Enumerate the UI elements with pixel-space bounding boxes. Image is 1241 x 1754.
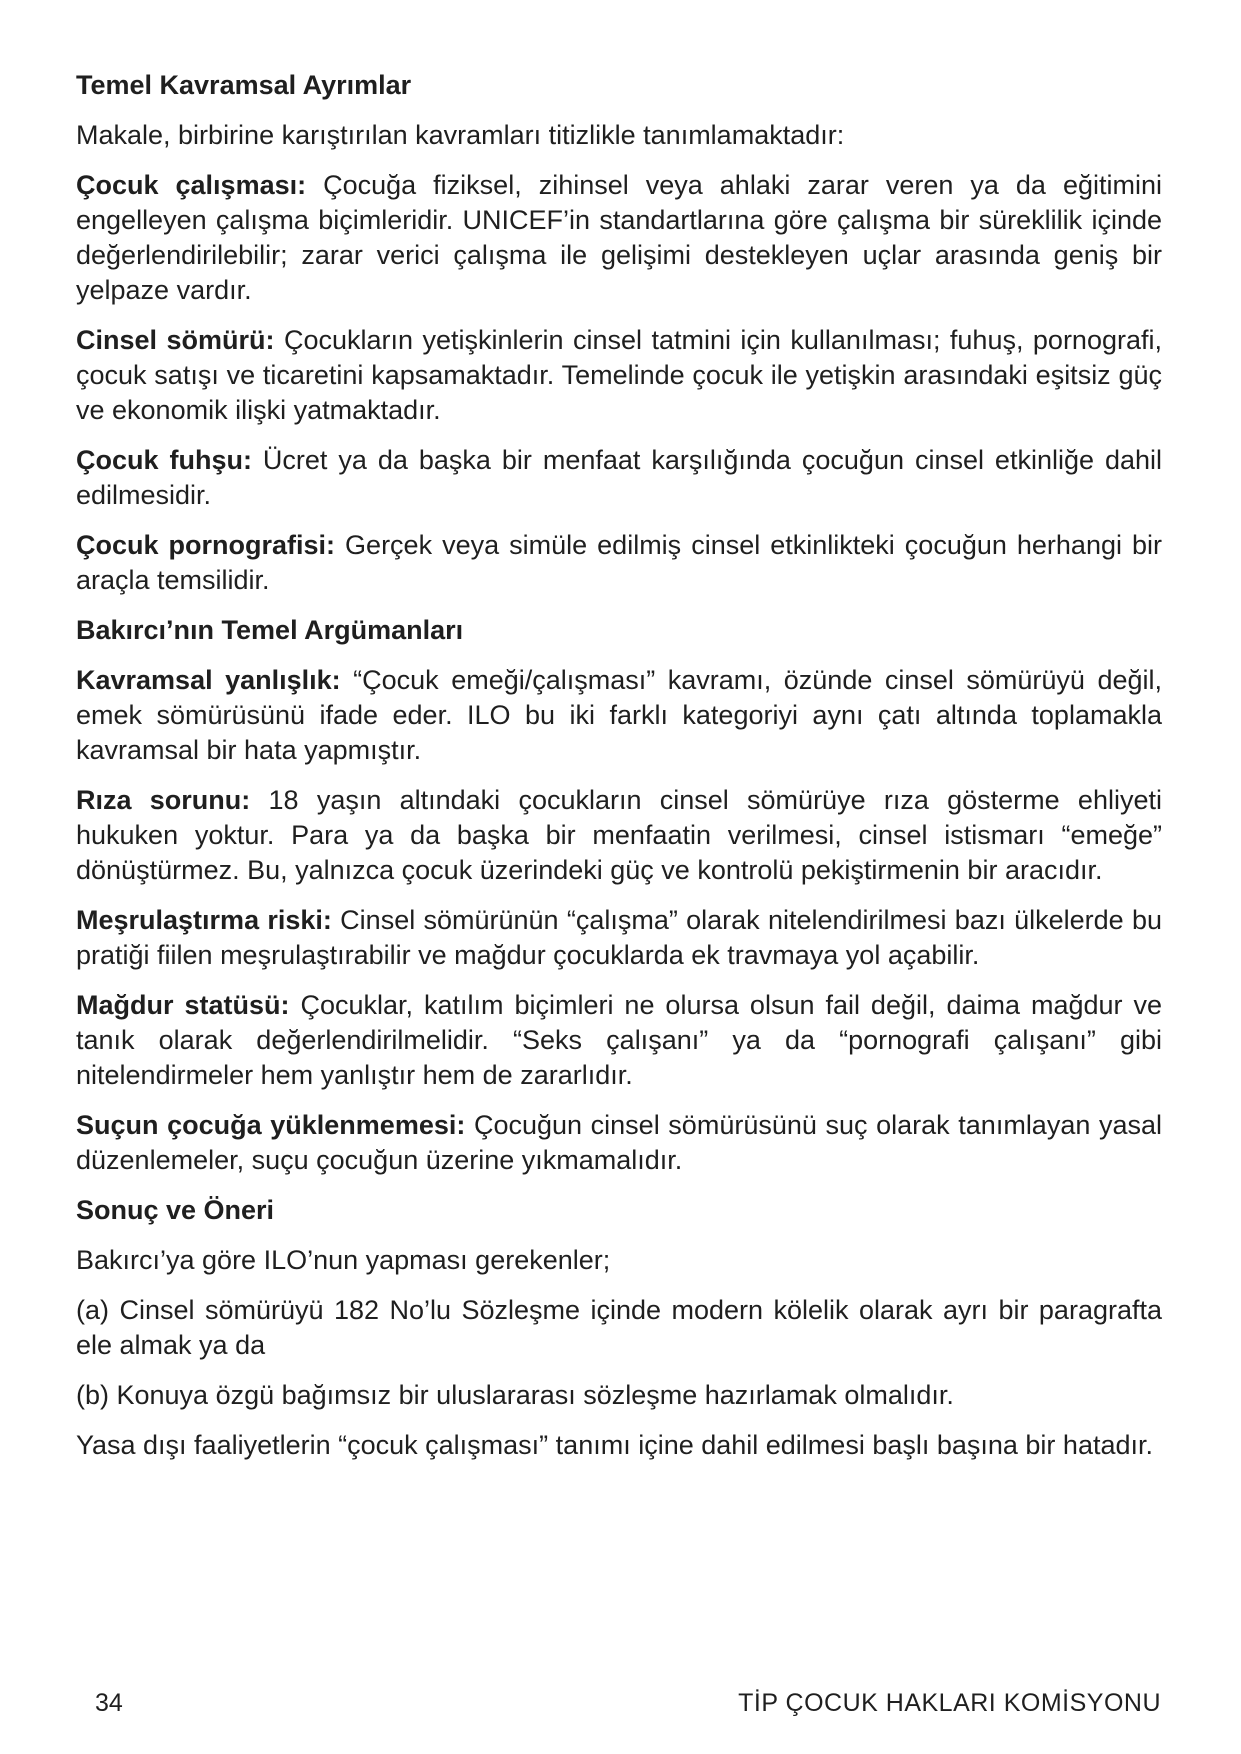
definition-text: Ücret ya da başka bir menfaat karşılığında çocuğun cinsel etkinliğe dahil edilmesidir. <box>76 445 1163 510</box>
definition-child-pornography <box>76 528 1162 598</box>
definition-term: Çocuk çalışması: <box>76 170 307 200</box>
argument-term: Kavramsal yanlışlık: <box>76 665 341 695</box>
definition-term: Cinsel sömürü: <box>76 325 275 355</box>
conclusion-option-a: (a) Cinsel sömürüyü 182 No’lu Sözleşme içinde modern kölelik olarak ayrı bir paragrafta ele almak ya da <box>76 1295 1162 1360</box>
argument-consent <box>76 783 1162 888</box>
document-body <box>76 68 1162 1478</box>
conclusion-option-b: (b) Konuya özgü bağımsız bir uluslararası sözleşme hazırlamak olmalıdır. <box>76 1380 954 1410</box>
conclusion-final: Yasa dışı faaliyetlerin “çocuk çalışması” tanımı içine dahil edilmesi başlı başına bir hatadır. <box>76 1430 1153 1460</box>
section-heading-concepts: Temel Kavramsal Ayrımlar <box>76 70 412 100</box>
argument-victim-status <box>76 988 1162 1093</box>
argument-term: Suçun çocuğa yüklenmemesi: <box>76 1110 466 1140</box>
argument-legitimization <box>76 903 1162 973</box>
section-heading-arguments: Bakırcı’nın Temel Argümanları <box>76 615 464 645</box>
definition-term: Çocuk fuhşu: <box>76 445 252 475</box>
argument-text: Çocuklar, katılım biçimleri ne olursa olsun fail değil, daima mağdur ve tanık olarak değerlendirilmelidir. “Seks çalışanı” ya da “pornografi çalışanı” gibi nitelendirmeler hem yanlıştır hem de zararlıdır. <box>76 990 1162 1090</box>
argument-text: Cinsel sömürünün “çalışma” olarak nitelendirilmesi bazı ülkelerde bu pratiği fiilen meşrulaştırabilir ve mağdur çocuklarda ek travmaya yol açabilir. <box>76 905 1162 970</box>
argument-term: Mağdur statüsü: <box>76 990 290 1020</box>
definition-text: Gerçek veya simüle edilmiş cinsel etkinlikteki çocuğun herhangi bir araçla temsilidir. <box>76 530 1163 595</box>
conclusion-paragraph: Bakırcı’ya göre ILO’nun yapması gerekenler; <box>76 1245 611 1275</box>
argument-conceptual-error <box>76 663 1162 768</box>
argument-no-criminalization <box>76 1108 1162 1178</box>
definition-child-prostitution <box>76 443 1162 513</box>
definition-text: Çocuğa fiziksel, zihinsel veya ahlaki zarar veren ya da eğitimini engelleyen çalışma biçimleridir. UNICEF’in standartlarına göre çalışma bir süreklilik içinde değerlendirilebilir; zarar verici çalışma ile gelişimi destekleyen uçlar arasında geniş bir yelpaze vardır. <box>76 170 1162 305</box>
argument-term: Rıza sorunu: <box>76 785 251 815</box>
footer-title: TİP ÇOCUK HAKLARI KOMİSYONU <box>738 1689 1161 1717</box>
argument-text: 18 yaşın altındaki çocukların cinsel sömürüye rıza gösterme ehliyeti hukuken yoktur. Para ya da başka bir menfaatin verilmesi, cinsel istismarı “emeğe” dönüştürmez. Bu, yalnızca çocuk üzerindeki güç ve kontrolü pekiştirmenin bir aracıdır. <box>76 785 1162 885</box>
definition-text: Çocukların yetişkinlerin cinsel tatmini için kullanılması; fuhuş, pornografi, çocuk satışı ve ticaretini kapsamaktadır. Temelinde çocuk ile yetişkin arasındaki eşitsiz güç ve ekonomik ilişki yatmaktadır. <box>76 325 1162 425</box>
argument-text: Çocuğun cinsel sömürüsünü suç olarak tanımlayan yasal düzenlemeler, suçu çocuğun üzerine yıkmamalıdır. <box>76 1110 1163 1175</box>
page-number: 34 <box>95 1689 123 1717</box>
definition-term: Çocuk pornografisi: <box>76 530 336 560</box>
intro-paragraph: Makale, birbirine karıştırılan kavramları titizlikle tanımlamaktadır: <box>76 120 845 150</box>
section-heading-conclusion: Sonuç ve Öneri <box>76 1195 275 1225</box>
argument-term: Meşrulaştırma riski: <box>76 905 332 935</box>
definition-child-labour <box>76 168 1162 308</box>
definition-sexual-exploitation <box>76 323 1162 428</box>
argument-text: “Çocuk emeği/çalışması” kavramı, özünde cinsel sömürüyü değil, emek sömürüsünü ifade eder. ILO bu iki farklı kategoriyi aynı çatı altında toplamakla kavramsal bir hata yapmıştır. <box>76 665 1162 765</box>
